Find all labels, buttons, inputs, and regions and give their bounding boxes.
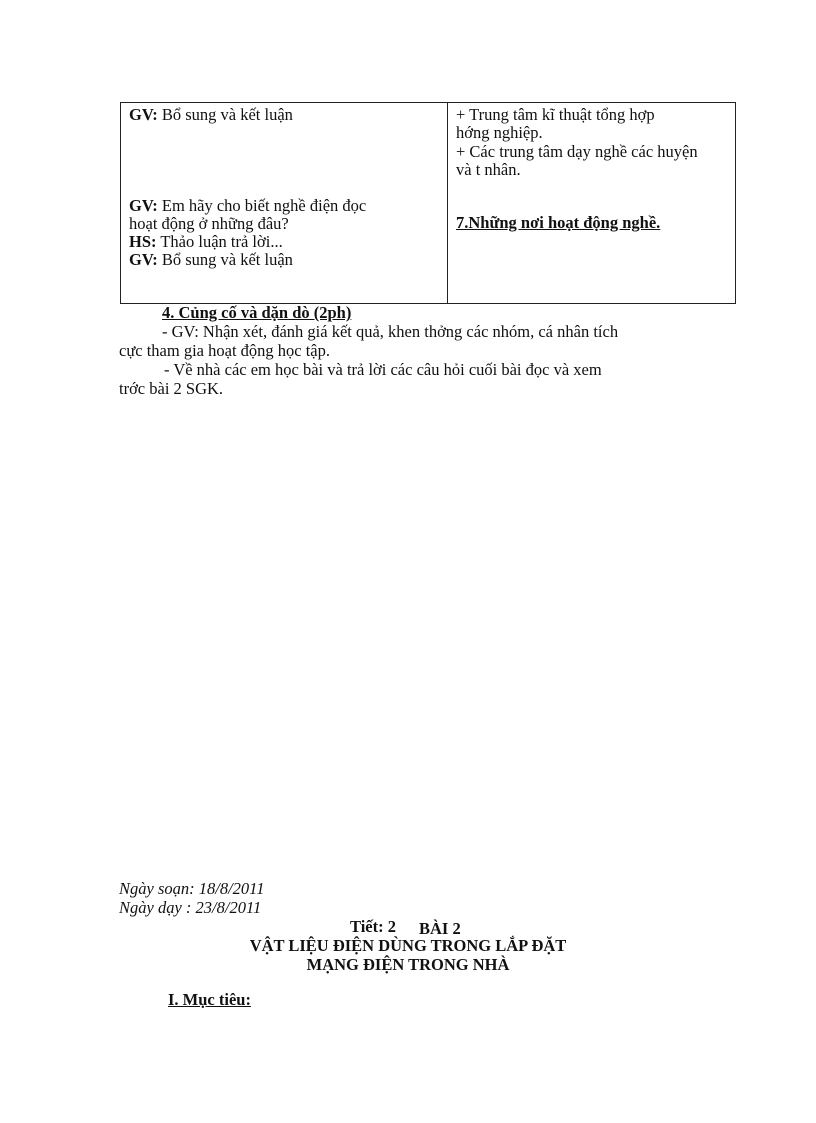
gv-conclusion-1: GV: Bổ sung và kết luận [129,105,293,124]
lesson-title-line-1: VẬT LIỆU ĐIỆN DÙNG TRONG LẮP ĐẶT [249,936,567,955]
content-cell [448,103,736,304]
teach-date: Ngày dạy : 23/8/2011 [119,898,262,917]
section-4-line-2: cực tham gia hoạt động học tập. [119,341,331,360]
prep-date: Ngày soạn: 18/8/2011 [119,879,265,898]
teacher-activity-cell [121,103,448,304]
content-line-1: + Trung tâm kĩ thuật tổng hợp [456,105,655,124]
hs-discussion: HS: Thảo luận trả lời... [129,232,283,251]
lesson-title-line-2: MẠNG ĐIỆN TRONG NHÀ [306,955,510,974]
question-continuation: hoạt động ở những đâu? [129,214,289,233]
section-7-heading: 7.Những nơi hoạt động nghề. [456,213,661,232]
section-4-line-4: trớc bài 2 SGK. [119,379,224,398]
content-line-3: + Các trung tâm dạy nghề các huyện [456,142,698,161]
gv-question: GV: Em hãy cho biết nghề điện đọc [129,196,367,215]
lesson-number: BÀI 2 [419,919,461,938]
gv-conclusion-2: GV: Bổ sung và kết luận [129,250,293,269]
objectives-heading: I. Mục tiêu: [168,990,251,1009]
lesson-table [120,102,736,304]
section-4-line-3: - Về nhà các em học bài và trả lời các câu hỏi cuối bài đọc và xem [164,360,602,379]
section-4-heading: 4. Củng cố và dặn dò (2ph) [162,303,352,322]
content-line-4: và t nhân. [456,160,521,179]
section-4-line-1: - GV: Nhận xét, đánh giá kết quả, khen thởng các nhóm, cá nhân tích [162,322,619,341]
content-line-2: hớng nghiệp. [456,123,543,142]
lesson-period: Tiết: 2 [350,917,396,936]
